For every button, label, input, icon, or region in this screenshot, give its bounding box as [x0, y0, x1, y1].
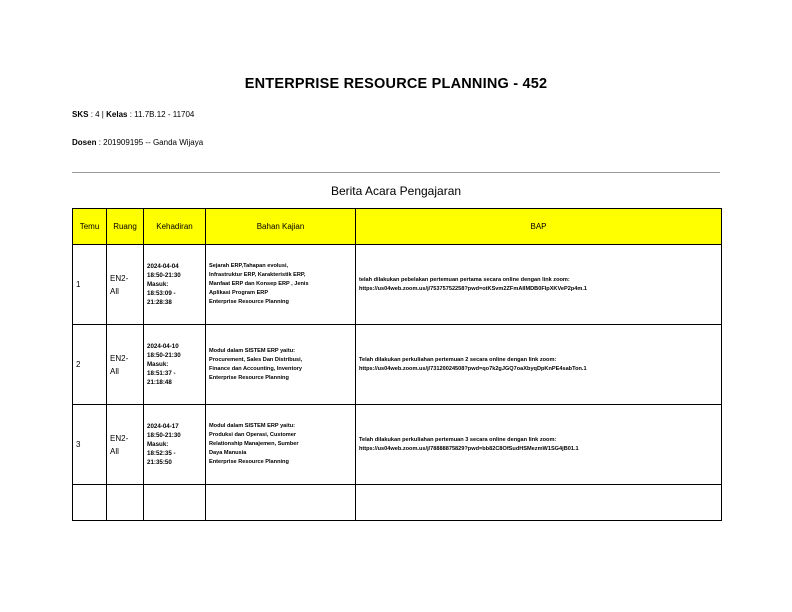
room-cell	[107, 325, 144, 405]
attendance-line: 2024-04-17	[147, 423, 179, 430]
room-line: All	[110, 446, 119, 456]
meeting-number: 1	[73, 245, 107, 325]
attendance-line: Masuk:	[147, 441, 169, 448]
header-ruang: Ruang	[107, 209, 144, 245]
table-row	[73, 405, 722, 485]
room-cell	[107, 245, 144, 325]
room-line: EN2-	[110, 273, 129, 283]
material-line: Infrastruktur ERP, Karakteristik ERP,	[209, 272, 306, 278]
material-line: Modul dalam SISTEM ERP yaitu:	[209, 347, 295, 354]
attendance-cell	[144, 405, 206, 485]
room-line: EN2-	[110, 433, 129, 443]
divider	[72, 172, 720, 173]
material-cell	[206, 325, 356, 405]
zoom-link[interactable]: https://us04web.zoom.us/j/75375752258?pwd=otKSvm2ZFmAIlMDB0FIpXKVeP2p4m.1	[359, 285, 588, 292]
material-line: Manfaat ERP dan Konsep ERP , Jenis	[209, 281, 309, 287]
bap-cell	[356, 405, 722, 485]
material-line: Daya Manusia	[209, 450, 247, 456]
room-line: All	[110, 286, 119, 296]
bap-cell	[356, 325, 722, 405]
attendance-cell	[144, 325, 206, 405]
attendance-line: 2024-04-04	[147, 263, 179, 270]
attendance-line: 18:50-21:30	[147, 352, 181, 359]
header-kehadiran: Kehadiran	[144, 209, 206, 245]
attendance-line: 21:28:38	[147, 299, 172, 306]
bap-cell	[356, 245, 722, 325]
room-line: EN2-	[110, 353, 129, 363]
room-line: All	[110, 366, 119, 376]
room-cell	[107, 405, 144, 485]
material-line: Relationship Manajemen, Sumber	[209, 441, 299, 447]
material-line: Enterprise Resource Planning	[209, 299, 289, 305]
header-bap: BAP	[356, 209, 722, 245]
attendance-line: 18:53:09 -	[147, 290, 176, 297]
attendance-line: 18:52:35 -	[147, 450, 176, 457]
table-row	[73, 245, 722, 325]
empty-cell	[356, 485, 722, 521]
meeting-number: 3	[73, 405, 107, 485]
class-info	[72, 110, 194, 119]
kelas-value: : 11.7B.12 - 11704	[129, 110, 195, 119]
sks-value: : 4 |	[90, 110, 104, 119]
material-line: Procurement, Sales Dan Distribusi,	[209, 356, 303, 363]
empty-cell	[107, 485, 144, 521]
table-row-empty	[73, 485, 722, 521]
bap-table	[72, 208, 722, 521]
material-cell	[206, 405, 356, 485]
attendance-line: 21:35:50	[147, 459, 172, 466]
bap-text: Telah dilakukan perkuliahan pertemuan 2 secara online dengan link zoom:	[359, 356, 557, 363]
attendance-line: Masuk:	[147, 281, 169, 288]
zoom-link[interactable]: https://us04web.zoom.us/j/73120024508?pwd=qo7k2gJGQ7oaXbyqDpKnPE4sabTon.1	[359, 365, 587, 372]
table-row	[73, 325, 722, 405]
attendance-line: 18:50-21:30	[147, 272, 181, 279]
header-temu: Temu	[73, 209, 107, 245]
material-cell	[206, 245, 356, 325]
attendance-line: 21:18:48	[147, 379, 172, 386]
attendance-line: 18:50-21:30	[147, 432, 181, 439]
lecturer-info	[72, 138, 203, 147]
material-line: Enterprise Resource Planning	[209, 374, 289, 381]
bap-text: Telah dilakukan perkuliahan pertemuan 3 secara online dengan link zoom:	[359, 436, 557, 443]
attendance-line: 18:51:37 -	[147, 370, 176, 377]
attendance-line: 2024-04-10	[147, 343, 179, 350]
dosen-label: Dosen	[72, 138, 97, 147]
empty-cell	[206, 485, 356, 521]
sks-label: SKS	[72, 110, 89, 119]
material-line: Produksi dan Operasi, Customer	[209, 432, 297, 438]
document-title: ENTERPRISE RESOURCE PLANNING - 452	[244, 76, 548, 92]
empty-cell	[73, 485, 107, 521]
material-line: Modul dalam SISTEM ERP yaitu:	[209, 423, 295, 429]
meeting-number: 2	[73, 325, 107, 405]
header-bahan-kajian: Bahan Kajian	[206, 209, 356, 245]
material-line: Sejarah ERP,Tahapan evolusi,	[209, 263, 289, 269]
empty-cell	[144, 485, 206, 521]
attendance-cell	[144, 245, 206, 325]
bap-text: telah dilakukan pebelakan pertemuan pertama secara online dengan link zoom:	[359, 276, 570, 283]
material-line: Finance dan Accounting, Inventory	[209, 365, 303, 372]
dosen-value: : 201909195 -- Ganda Wijaya	[98, 138, 204, 147]
kelas-label: Kelas	[106, 110, 128, 119]
zoom-link[interactable]: https://us04web.zoom.us/j/78888875829?pwd=bb82C8OfSudHSMezmW1SG4jB01.1	[359, 445, 579, 452]
material-line: Enterprise Resource Planning	[209, 459, 289, 465]
attendance-line: Masuk:	[147, 361, 169, 368]
table-header-row	[73, 209, 722, 245]
material-line: Aplikasi Program ERP	[209, 290, 269, 296]
section-title: Berita Acara Pengajaran	[330, 184, 462, 198]
